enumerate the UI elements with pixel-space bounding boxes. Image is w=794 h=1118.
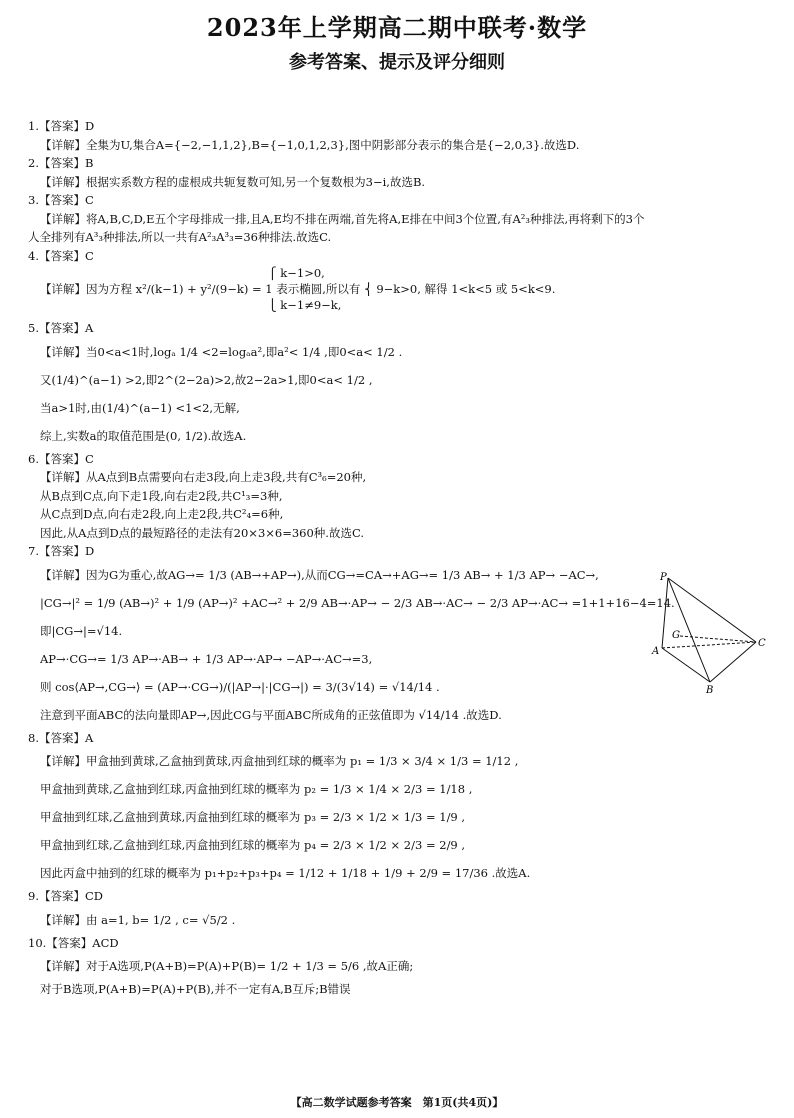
explanation-line: 甲盒抽到红球,乙盒抽到红球,丙盒抽到红球的概率为 p₄ = 2/3 × 1/2 × 2/3 = 2/9 , [40, 838, 466, 852]
explanation-line: 当a>1时,由(1/4)^(a−1) <1<2,无解, [40, 400, 240, 415]
explanation-line: 【详解】全集为U,集合A={−2,−1,1,2},B={−1,0,1,2,3},图中阴影部分表示的集合是{−2,0,3}.故选D. [40, 137, 580, 152]
tetrahedron-figure [650, 570, 770, 695]
edge-ac [662, 642, 756, 648]
explanation-line: 从B点到C点,向下走1段,向右走2段,共C¹₃=3种, [40, 488, 283, 503]
system-brace-top: ⎧ k−1>0, [268, 266, 325, 280]
answer-header-1: 1.【答案】D [28, 119, 95, 133]
answer-header-9: 9.【答案】CD [28, 889, 103, 903]
answer-header-10: 10.【答案】ACD [28, 935, 119, 950]
page-footer: 【高二数学试题参考答案 第1页(共4页)】 [290, 1096, 504, 1109]
explanation-line: 【详解】因为方程 x²/(k−1) + y²/(9−k) = 1 表示椭圆,所以有 ⎨ 9−k>0, 解得 1<k<5 或 5<k<9. [40, 282, 556, 296]
page-subtitle: 参考答案、提示及评分细则 [289, 52, 505, 73]
answer-header-6: 6.【答案】C [28, 451, 94, 466]
explanation-line: 【详解】对于A选项,P(A+B)=P(A)+P(B)= 1/2 + 1/3 = 5/6 ,故A正确; [40, 959, 414, 973]
answer-header-2: 2.【答案】B [28, 156, 94, 170]
page-title: 2023年上学期高二期中联考·数学 [206, 13, 588, 42]
label-p: P [660, 572, 667, 583]
answer-header-3: 3.【答案】C [28, 193, 94, 207]
explanation-line: AP→·CG→= 1/3 AP→·AB→ + 1/3 AP→·AP→ −AP→·AC→=3, [40, 651, 373, 666]
answer-content [28, 117, 780, 999]
explanation-line: 因此,从A点到D点的最短路径的走法有20×3×6=360种.故选C. [40, 525, 365, 540]
segment-gc [680, 636, 756, 642]
label-c: C [758, 638, 766, 649]
answer-header-4: 4.【答案】C [28, 248, 94, 263]
explanation-line: 甲盒抽到黄球,乙盒抽到红球,丙盒抽到红球的概率为 p₂ = 1/3 × 1/4 × 2/3 = 1/18 , [40, 782, 473, 796]
explanation-line: 【详解】甲盒抽到黄球,乙盒抽到黄球,丙盒抽到红球的概率为 p₁ = 1/3 × 3/4 × 1/3 = 1/12 , [40, 754, 519, 768]
explanation-line: 则 cos⟨AP→,CG→⟩ = (AP→·CG→)/(|AP→|·|CG→|) = 3/(3√14) = √14/14 . [40, 679, 440, 694]
explanation-line: 【详解】从A点到B点需要向右走3段,向上走3段,共有C³₆=20种, [40, 470, 367, 484]
explanation-line: 即|CG→|=√14. [40, 623, 123, 638]
edge-bc [710, 642, 756, 682]
explanation-line: 【详解】根据实系数方程的虚根成共轭复数可知,另一个复数根为3−i,故选B. [40, 174, 426, 189]
explanation-line: 对于B选项,P(A+B)=P(A)+P(B),并不一定有A,B互斥;B错误 [40, 982, 351, 996]
explanation-line: 【详解】当0<a<1时,logₐ 1/4 <2=logₐa²,即a²< 1/4 ,即0<a< 1/2 . [40, 344, 403, 359]
answer-header-5: 5.【答案】A [28, 321, 94, 335]
edge-pa [662, 578, 668, 648]
explanation-line: 人全排列有A³₃种排法,所以一共有A²₃A³₃=36种排法.故选C. [28, 230, 332, 244]
answer-header-8: 8.【答案】A [28, 730, 94, 745]
system-brace-bottom: ⎩ k−1≠9−k, [268, 298, 342, 312]
label-b: B [706, 685, 714, 695]
explanation-line: 【详解】因为G为重心,故AG→= 1/3 (AB→+AP→),从而CG→=CA→+AG→= 1/3 AB→ + 1/3 AP→ −AC→, [40, 567, 599, 582]
explanation-line: 从C点到D点,向右走2段,向上走2段,共C²₄=6种, [40, 507, 284, 521]
explanation-line: 又(1/4)^(a−1) >2,即2^(2−2a)>2,故2−2a>1,即0<a< 1/2 , [40, 372, 373, 387]
explanation-line: |CG→|² = 1/9 (AB→)² + 1/9 (AP→)² +AC→² + 2/9 AB→·AP→ − 2/3 AB→·AC→ − 2/3 AP→·AC→ =1+1+16−4=14. [40, 595, 675, 610]
explanation-line: 甲盒抽到红球,乙盒抽到黄球,丙盒抽到红球的概率为 p₃ = 2/3 × 1/2 × 1/3 = 1/9 , [40, 810, 466, 824]
label-a: A [652, 646, 660, 657]
explanation-line: 注意到平面ABC的法向量即AP→,因此CG与平面ABC所成角的正弦值即为 √14/14 .故选D. [40, 707, 502, 722]
explanation-line: 【详解】由 a=1, b= 1/2 , c= √5/2 . [40, 912, 236, 927]
explanation-line: 因此丙盒中抽到的红球的概率为 p₁+p₂+p₃+p₄ = 1/12 + 1/18 + 1/9 + 2/9 = 17/36 .故选A. [40, 866, 531, 880]
explanation-line: 【详解】将A,B,C,D,E五个字母排成一排,且A,E均不排在两端,首先将A,E排在中间3个位置,有A²₃种排法,再将剩下的3个 [40, 211, 645, 226]
explanation-line: 综上,实数a的取值范围是(0, 1/2).故选A. [40, 428, 247, 443]
label-g: G [672, 630, 680, 641]
answer-header-7: 7.【答案】D [28, 544, 95, 558]
